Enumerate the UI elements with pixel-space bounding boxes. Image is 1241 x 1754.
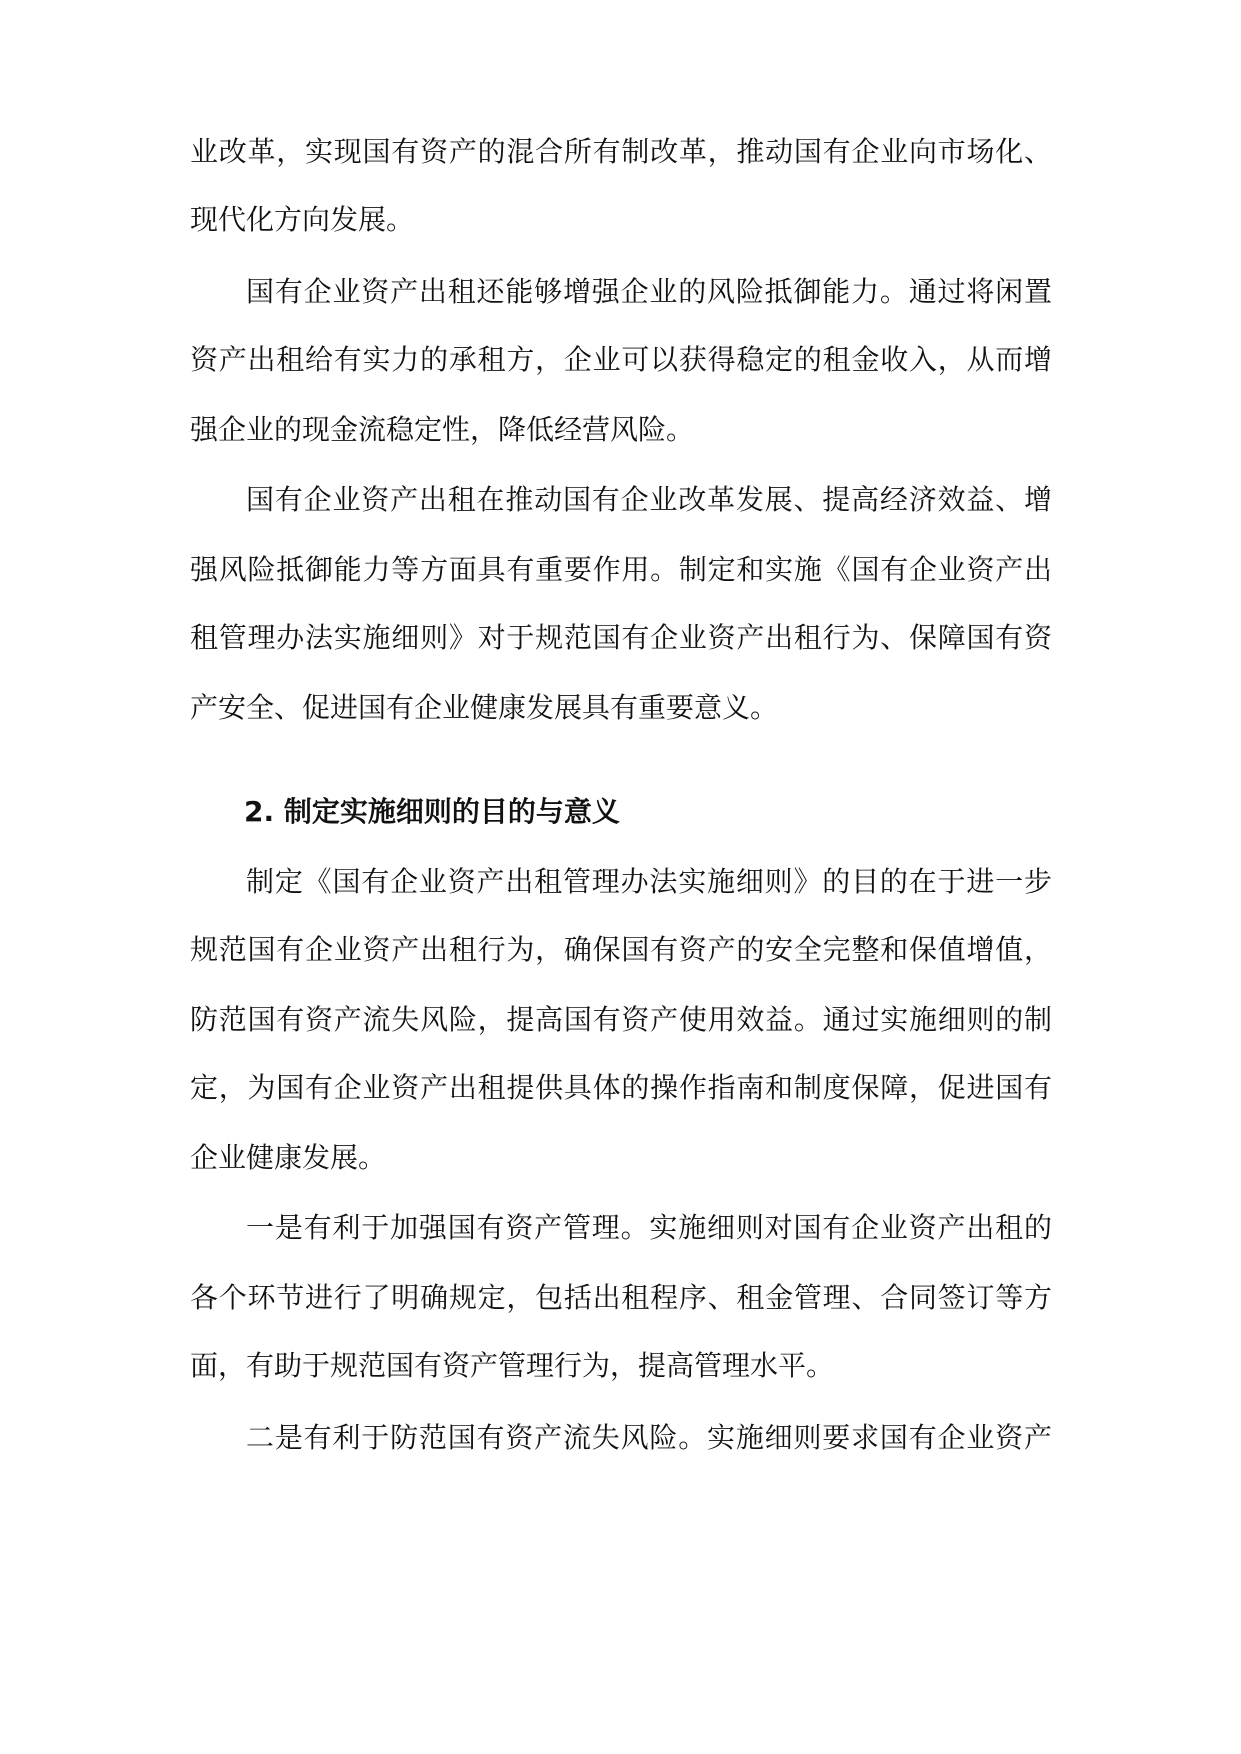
paragraph-line: 国有企业资产出租在推动国有企业改革发展、提高经济效益、增: [246, 483, 1052, 516]
paragraph-line: 强风险抵御能力等方面具有重要作用。制定和实施《国有企业资产出: [190, 553, 1052, 586]
paragraph-line: 产安全、促进国有企业健康发展具有重要意义。: [190, 691, 779, 724]
paragraph-line: 面，有助于规范国有资产管理行为，提高管理水平。: [190, 1349, 835, 1382]
paragraph-line: 各个环节进行了明确规定，包括出租程序、租金管理、合同签订等方: [190, 1281, 1052, 1314]
paragraph-line: 规范国有企业资产出租行为，确保国有资产的安全完整和保值增值，: [190, 933, 1052, 966]
paragraph-line: 一是有利于加强国有资产管理。实施细则对国有企业资产出租的: [246, 1211, 1052, 1244]
paragraph-line: 二是有利于防范国有资产流失风险。实施细则要求国有企业资产: [246, 1421, 1052, 1454]
paragraph-line: 租管理办法实施细则》对于规范国有企业资产出租行为、保障国有资: [190, 621, 1052, 654]
paragraph-line: 制定《国有企业资产出租管理办法实施细则》的目的在于进一步: [246, 865, 1052, 898]
paragraph-line: 国有企业资产出租还能够增强企业的风险抵御能力。通过将闲置: [246, 275, 1052, 308]
paragraph-line: 现代化方向发展。: [190, 203, 415, 236]
paragraph-line: 资产出租给有实力的承租方，企业可以获得稳定的租金收入，从而增: [190, 343, 1052, 376]
paragraph-line: 企业健康发展。: [190, 1141, 387, 1174]
section-heading: 2. 制定实施细则的目的与意义: [244, 795, 620, 828]
paragraph-line: 强企业的现金流稳定性，降低经营风险。: [190, 413, 695, 446]
paragraph-line: 业改革，实现国有资产的混合所有制改革，推动国有企业向市场化、: [190, 135, 1052, 168]
paragraph-line: 定，为国有企业资产出租提供具体的操作指南和制度保障，促进国有: [190, 1071, 1052, 1104]
paragraph-line: 防范国有资产流失风险，提高国有资产使用效益。通过实施细则的制: [190, 1003, 1052, 1036]
